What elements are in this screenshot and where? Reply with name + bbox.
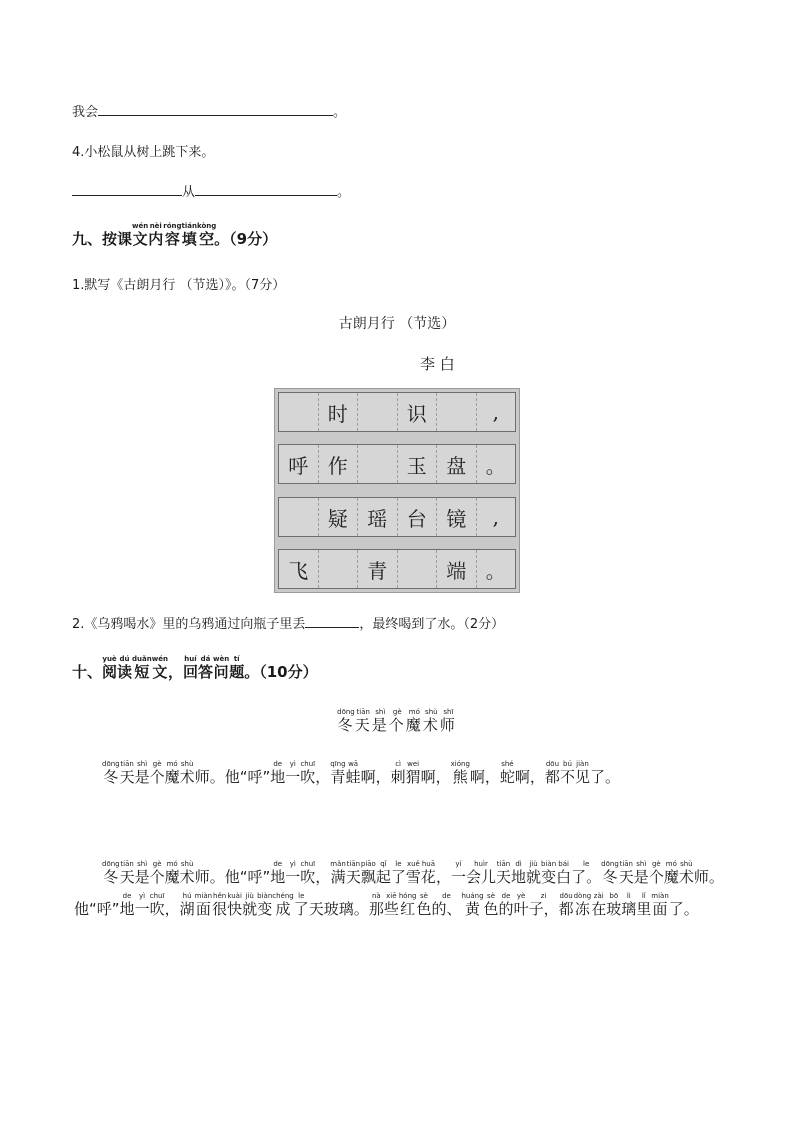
poem-char: 。 <box>485 558 506 583</box>
paragraph-2-pinyin: zi <box>528 892 559 900</box>
paragraph-2-word: 天tiān <box>495 860 511 886</box>
paragraph-2-word: 在zài <box>591 892 607 918</box>
paragraph-1-word: 一yì <box>285 760 301 786</box>
paragraph-1-word: 青qīng <box>330 760 346 786</box>
poem-row-4 <box>278 549 516 589</box>
passage-title-word: 冬dōng <box>337 708 355 734</box>
paragraph-2-pinyin: mó <box>164 860 180 868</box>
paragraph-2-pinyin: xiē <box>383 892 399 900</box>
paragraph-1-pinyin: dōng <box>102 760 120 768</box>
section-10-title-pinyin: wén <box>151 655 168 663</box>
line4-end: 。 <box>337 185 351 200</box>
paragraph-2-word: 玻bō <box>606 892 622 918</box>
paragraph-2-pinyin: xuě <box>405 860 421 868</box>
paragraph-2-pinyin: le <box>571 860 602 868</box>
paragraph-2-word: 黄huáng <box>461 892 484 918</box>
paragraph-2-word: 魔mó <box>164 860 180 886</box>
section-9-title-pinyin: róng <box>163 222 182 230</box>
paragraph-2-pinyin: shù <box>179 860 195 868</box>
paragraph-1-word: 刺cì <box>390 760 406 786</box>
passage-title-word: 术shù <box>422 708 440 734</box>
sentence-line-3 <box>72 101 346 120</box>
paragraph-2-pinyin: dōng <box>601 860 619 868</box>
paragraph-2-pinyin: miàn <box>194 892 213 900</box>
paragraph-2-word: 是shì <box>633 860 649 886</box>
paragraph-2-word: 些xiē <box>383 892 399 918</box>
paragraph-2-word: 起qǐ <box>375 860 391 886</box>
section-9-title-word: 空kòng <box>196 222 217 248</box>
paragraph-2-pinyin: sè <box>483 892 499 900</box>
section-10-title-word: 题tí <box>229 655 245 681</box>
section-10-heading <box>72 655 318 682</box>
paragraph-2-word: 一yì <box>285 860 301 886</box>
poem-char: 作 <box>319 445 359 483</box>
poem-char: , <box>492 400 499 424</box>
paragraph-2-word: 的de <box>498 892 514 918</box>
section-10-title-word: 短duǎn <box>132 655 152 681</box>
paragraph-2-word: 冬dōng <box>601 860 619 886</box>
paragraph-2-pinyin: huā <box>420 860 436 868</box>
paragraph-2-pinyin: li <box>621 892 637 900</box>
paragraph-1-word: 蛙wā <box>345 760 361 786</box>
paragraph-1-pinyin: dōu <box>544 760 560 768</box>
paragraph-2-word: 个gè <box>648 860 664 886</box>
passage-title-word: 魔mó <box>405 708 423 734</box>
paragraph-1-word: 啊， <box>514 768 545 786</box>
paragraph-2-word: 吹chuī <box>300 860 316 886</box>
section-9-end: 。 <box>214 230 230 248</box>
paragraph-2-pinyin: yì <box>134 892 150 900</box>
paragraph-1-pinyin: wei <box>405 760 421 768</box>
section-10-title-word: ， <box>167 663 183 681</box>
paragraph-2-word: 天tiān <box>618 860 634 886</box>
paragraph-1-word: 熊xióng <box>450 760 470 786</box>
paragraph-2-word: 师。他“呼” <box>74 868 724 918</box>
paragraph-2-word: 都dōu <box>558 892 574 918</box>
paragraph-2-word: ， <box>435 868 451 886</box>
poem-blank-cell[interactable] <box>279 498 319 536</box>
paragraph-2-pinyin: gè <box>648 860 664 868</box>
answer-blank-4b[interactable] <box>195 183 337 196</box>
paragraph-2-pinyin: shù <box>678 860 694 868</box>
paragraph-2-word: ， <box>315 868 331 886</box>
section-9-title-word: 文wén <box>132 222 149 248</box>
section-9-title-word: 内nèi <box>148 222 164 248</box>
poem-grid <box>274 388 520 593</box>
paragraph-1 <box>74 760 734 793</box>
paragraph-2-pinyin: gè <box>149 860 165 868</box>
poem-title: 古朗月行 （节选） <box>338 316 456 332</box>
passage-title-pinyin: shù <box>422 708 440 716</box>
paragraph-2-pinyin: huáng <box>461 892 484 900</box>
paragraph-2-word: 天 <box>308 900 324 918</box>
section-9-title-word: 课 <box>117 230 133 248</box>
paragraph-2-pinyin: bái <box>556 860 572 868</box>
paragraph-1-word: ， <box>315 768 331 786</box>
paragraph-2-pinyin: hěn <box>212 892 228 900</box>
paragraph-1-word: 见jiàn <box>574 760 590 786</box>
section-9-title <box>102 222 217 248</box>
paragraph-1-word: 都dōu <box>544 760 560 786</box>
paragraph-1-word: 个gè <box>149 760 165 786</box>
section-9-title-pinyin: tián <box>181 222 197 230</box>
paragraph-1-word: 是shì <box>134 760 150 786</box>
paragraph-2-word: 地de <box>119 892 135 918</box>
paragraph-2-word: 的、de <box>431 892 462 918</box>
passage-title-pinyin: shì <box>371 708 389 716</box>
paragraph-2-pinyin: yí <box>450 860 466 868</box>
poem-char: 端 <box>437 550 477 588</box>
poem-blank-cell[interactable] <box>319 550 359 588</box>
paragraph-2-pinyin: chuī <box>149 892 165 900</box>
paragraph-1-word: 魔mó <box>164 760 180 786</box>
passage-title-word: 师shī <box>439 708 457 734</box>
passage-title-pinyin: shī <box>439 708 457 716</box>
item-9-1: 1.默写《古朗月行 （节选）》。（7分） <box>72 278 286 293</box>
paragraph-2-word: 冻dòng <box>573 892 592 918</box>
section-10-title-pinyin: dú <box>117 655 133 663</box>
paragraph-2-pinyin: biàn <box>257 892 273 900</box>
paragraph-1-word: 啊， <box>420 768 451 786</box>
paragraph-2-word: 子，zi <box>528 892 559 918</box>
paragraph-2 <box>74 860 734 925</box>
section-9-number: 九、 <box>72 230 103 248</box>
paragraph-2-word: 色sè <box>483 892 499 918</box>
paragraph-2-word: 了。 <box>668 900 699 918</box>
poem-char: 时 <box>319 393 359 431</box>
paragraph-2-pinyin: dòng <box>573 892 592 900</box>
passage-title-word: 个gè <box>388 708 406 734</box>
poem-char: 瑶 <box>358 498 398 536</box>
paragraph-2-word: 快kuài <box>227 892 243 918</box>
section-9-score: （9分） <box>229 230 278 248</box>
paragraph-2-pinyin: huìr <box>465 860 496 868</box>
paragraph-1-pinyin: shé <box>499 760 515 768</box>
section-10-title-pinyin: yuè <box>102 655 118 663</box>
section-10-title-pinyin: tí <box>229 655 245 663</box>
paragraph-1-word: 天tiān <box>119 760 135 786</box>
answer-blank-3[interactable] <box>98 103 333 116</box>
section-10-score: （10分） <box>259 663 318 681</box>
answer-blank-9-2[interactable] <box>305 615 359 628</box>
paragraph-2-word: 师。他“呼” <box>194 868 271 886</box>
paragraph-2-word: 了。le <box>571 860 602 886</box>
section-10-end: 。 <box>244 663 260 681</box>
section-10-title-word: 问wèn <box>213 655 230 681</box>
poem-row-1 <box>278 392 516 432</box>
section-9-title-pinyin: kòng <box>196 222 217 230</box>
passage-title-word: 是shì <box>371 708 389 734</box>
paragraph-2-pinyin: miàn <box>651 892 669 900</box>
paragraph-2-word: 吹chuī <box>149 892 165 918</box>
poem-char: 镜 <box>437 498 477 536</box>
paragraph-2-pinyin: sè <box>416 892 432 900</box>
section-10-title-pinyin: dá <box>197 655 213 663</box>
item-9-2-pre: 2.《乌鸦喝水》里的乌鸦通过向瓶子里丢 <box>72 617 306 632</box>
paragraph-2-pinyin: dōu <box>558 892 574 900</box>
paragraph-2-pinyin: de <box>270 860 286 868</box>
paragraph-2-pinyin: dōng <box>102 860 120 868</box>
paragraph-2-pinyin: tiān <box>618 860 634 868</box>
paragraph-1-word: 猬wei <box>405 760 421 786</box>
line3-end: 。 <box>333 105 347 120</box>
paragraph-2-pinyin: qǐ <box>375 860 391 868</box>
paragraph-2-word: 就jiù <box>242 892 258 918</box>
paragraph-2-pinyin: lǐ <box>636 892 652 900</box>
paragraph-2-word: 花huā <box>420 860 436 886</box>
passage-title-word: 天tiān <box>354 708 372 734</box>
paragraph-1-word: 吹chuī <box>300 760 316 786</box>
poem-blank-cell[interactable] <box>358 445 398 483</box>
section-10-number: 十、 <box>72 663 103 681</box>
paragraph-2-pinyin: hú <box>179 892 195 900</box>
paragraph-1-pinyin: shù <box>179 760 195 768</box>
paragraph-2-word: 术shù <box>179 860 195 886</box>
paragraph-2-word: 玻 <box>323 900 339 918</box>
paragraph-2-word: 白bái <box>556 860 572 886</box>
paragraph-2-word: 个gè <box>149 860 165 886</box>
line4-mid: 从 <box>182 185 196 200</box>
paragraph-2-pinyin: dì <box>511 860 527 868</box>
section-10-title-word: 文wén <box>151 655 168 681</box>
paragraph-1-word: 师。他“呼” <box>194 768 271 786</box>
paragraph-2-word: 会儿huìr <box>465 860 496 886</box>
paragraph-1-pinyin: chuī <box>300 760 316 768</box>
paragraph-2-pinyin: jiù <box>242 892 258 900</box>
paragraph-1-pinyin: jiàn <box>574 760 590 768</box>
passage-title-pinyin: dōng <box>337 708 355 716</box>
passage-title-pinyin: mó <box>405 708 423 716</box>
paragraph-2-pinyin: le <box>293 892 309 900</box>
paragraph-2-pinyin: nà <box>368 892 384 900</box>
paragraph-2-word: 地de <box>270 860 286 886</box>
paragraph-2-word: 一yì <box>134 892 150 918</box>
poem-row-2 <box>278 444 516 484</box>
section-9-title-word: 填tián <box>181 222 197 248</box>
paragraph-2-word: 叶yè <box>513 892 529 918</box>
section-10-title-pinyin: duǎn <box>132 655 152 663</box>
item-9-2 <box>72 613 504 632</box>
passage-title <box>0 708 794 735</box>
item-9-2-post: ，最终喝到了水。（2分） <box>359 617 505 632</box>
paragraph-2-pinyin: shì <box>134 860 150 868</box>
poem-blank-cell[interactable] <box>437 393 477 431</box>
section-10-title-pinyin: wèn <box>213 655 230 663</box>
paragraph-2-pinyin: mǎn <box>330 860 346 868</box>
paragraph-2-word: 了le <box>293 892 309 918</box>
paragraph-1-word: 啊， <box>360 768 391 786</box>
paragraph-2-word: 就jiù <box>526 860 542 886</box>
section-10-title <box>102 655 245 681</box>
section-9-title-word: 容róng <box>163 222 182 248</box>
item-4: 4.小松鼠从树上跳下来。 <box>72 145 215 160</box>
poem-row-3 <box>278 497 516 537</box>
paragraph-2-word: 雪xuě <box>405 860 421 886</box>
paragraph-2-word: 地dì <box>511 860 527 886</box>
paragraph-2-word: 魔mó <box>663 860 679 886</box>
poem-char: 。 <box>485 453 506 478</box>
paragraph-2-pinyin: tiān <box>495 860 511 868</box>
paragraph-2-word: 面miàn <box>194 892 213 918</box>
paragraph-2-word: 那nà <box>368 892 384 918</box>
paragraph-2-pinyin: tiān <box>119 860 135 868</box>
paragraph-1-word: 术shù <box>179 760 195 786</box>
paragraph-1-pinyin: gè <box>149 760 165 768</box>
paragraph-1-word: 地de <box>270 760 286 786</box>
line3-prefix: 我会 <box>72 105 99 120</box>
paragraph-2-word: 飘piāo <box>360 860 376 886</box>
section-10-title-word: 读dú <box>117 655 133 681</box>
paragraph-2-pinyin: shì <box>633 860 649 868</box>
paragraph-2-pinyin: yì <box>285 860 301 868</box>
section-9-title-pinyin: wén <box>132 222 149 230</box>
poem-char: 台 <box>398 498 438 536</box>
paragraph-2-pinyin: yè <box>513 892 529 900</box>
paragraph-1-pinyin: de <box>270 760 286 768</box>
paragraph-2-word: 璃li <box>621 892 637 918</box>
paragraph-1-pinyin: cì <box>390 760 406 768</box>
paragraph-2-word: 色sè <box>416 892 432 918</box>
paragraph-2-pinyin: zài <box>591 892 607 900</box>
poem-author: 李 白 <box>420 355 455 373</box>
paragraph-2-word: 里lǐ <box>636 892 652 918</box>
paragraph-2-pinyin: piāo <box>360 860 376 868</box>
paragraph-1-pinyin: qīng <box>330 760 346 768</box>
poem-char: 飞 <box>279 550 319 588</box>
paragraph-2-pinyin: tiān <box>345 860 361 868</box>
passage-title-pinyin: gè <box>388 708 406 716</box>
poem-char: , <box>492 505 499 529</box>
paragraph-2-word: ， <box>164 900 180 918</box>
paragraph-2-pinyin: kuài <box>227 892 243 900</box>
paragraph-2-pinyin: de <box>498 892 514 900</box>
paragraph-2-word: 变biàn <box>257 892 273 918</box>
paragraph-2-word: 满mǎn <box>330 860 346 886</box>
paragraph-2-pinyin: bō <box>606 892 622 900</box>
paragraph-1-pinyin: mó <box>164 760 180 768</box>
sentence-line-4 <box>72 181 350 200</box>
section-9-title-word: 按 <box>102 230 118 248</box>
paragraph-2-word: 变biàn <box>541 860 557 886</box>
paragraph-2-word: 红hóng <box>398 892 417 918</box>
paragraph-2-word: 面miàn <box>651 892 669 918</box>
paragraph-1-word: 冬dōng <box>102 760 120 786</box>
passage-title-pinyin: tiān <box>354 708 372 716</box>
paragraph-2-word: 冬dōng <box>102 860 120 886</box>
answer-blank-4a[interactable] <box>72 183 182 196</box>
poem-blank-cell[interactable] <box>279 393 319 431</box>
section-10-title-pinyin: huí <box>182 655 198 663</box>
paragraph-1-word: 蛇shé <box>499 760 515 786</box>
poem-blank-cell[interactable] <box>398 550 438 588</box>
paragraph-2-pinyin: chuī <box>300 860 316 868</box>
paragraph-2-pinyin: de <box>119 892 135 900</box>
paragraph-2-pinyin: le <box>390 860 406 868</box>
section-10-title-word: 回huí <box>182 655 198 681</box>
poem-char: 呼 <box>279 445 319 483</box>
paragraph-2-pinyin: hóng <box>398 892 417 900</box>
paragraph-2-pinyin: de <box>431 892 462 900</box>
paragraph-2-word: 湖hú <box>179 892 195 918</box>
paragraph-1-pinyin: bú <box>559 760 575 768</box>
section-10-title-word: 阅yuè <box>102 655 118 681</box>
paragraph-1-word: 啊， <box>469 768 500 786</box>
paragraph-2-word: 很hěn <box>212 892 228 918</box>
paragraph-1-pinyin: shì <box>134 760 150 768</box>
paragraph-2-word: 璃。 <box>338 900 369 918</box>
poem-char: 玉 <box>398 445 438 483</box>
paragraph-2-pinyin: jiù <box>526 860 542 868</box>
section-10-title-word: 答dá <box>197 655 213 681</box>
paragraph-2-word: 天tiān <box>119 860 135 886</box>
paragraph-1-pinyin: yì <box>285 760 301 768</box>
section-9-heading <box>72 222 277 249</box>
paragraph-2-word: 成chéng <box>272 892 294 918</box>
poem-char: 青 <box>358 550 398 588</box>
paragraph-1-word: 了。 <box>589 768 620 786</box>
section-9-title-pinyin: nèi <box>148 222 164 230</box>
poem-char: 疑 <box>319 498 359 536</box>
paragraph-2-word: 是shì <box>134 860 150 886</box>
paragraph-2-pinyin: biàn <box>541 860 557 868</box>
paragraph-1-pinyin: wā <box>345 760 361 768</box>
paragraph-2-word: 了le <box>390 860 406 886</box>
poem-char: 识 <box>398 393 438 431</box>
paragraph-2-pinyin: chéng <box>272 892 294 900</box>
paragraph-2-word: 术shù <box>678 860 694 886</box>
paragraph-1-pinyin: xióng <box>450 760 470 768</box>
paragraph-2-word: 天tiān <box>345 860 361 886</box>
poem-char: 盘 <box>437 445 477 483</box>
paragraph-2-pinyin: mó <box>663 860 679 868</box>
paragraph-2-word: 一yí <box>450 860 466 886</box>
paragraph-1-word: 不bú <box>559 760 575 786</box>
poem-blank-cell[interactable] <box>358 393 398 431</box>
paragraph-1-pinyin: tiān <box>119 760 135 768</box>
